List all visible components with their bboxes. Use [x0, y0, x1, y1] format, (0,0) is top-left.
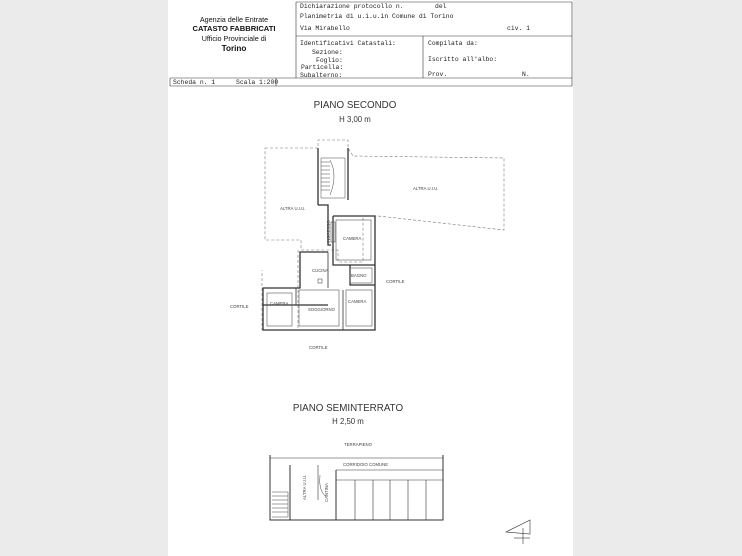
iscritto-label: Iscritto all'albo:	[428, 56, 498, 63]
sezione-label: Sezione:	[312, 49, 343, 56]
particella-label: Particella:	[301, 64, 344, 71]
room-cucina: CUCINA	[312, 268, 329, 273]
subalterno-label: Subalterno:	[300, 72, 343, 79]
civ-label: civ. 1	[507, 25, 531, 32]
room-altra-uiu-right: ALTRA U.I.U.	[413, 186, 439, 191]
room-cantina: CANTINA	[324, 483, 329, 502]
room-bagno: BAGNO	[351, 273, 367, 278]
room-camera-top: CAMERA	[343, 236, 362, 241]
scheda-label: Scheda n. 1	[173, 79, 216, 86]
label-cortile-left: CORTILE	[230, 304, 249, 309]
staircase-upper	[321, 158, 345, 198]
plan-upper-title: PIANO SECONDO	[313, 100, 397, 111]
prov-label: Prov.	[428, 71, 448, 78]
upper-plan-outline	[262, 140, 504, 330]
agency-name: Agenzia delle Entrate	[199, 15, 269, 24]
scala-label: Scala 1:200	[236, 79, 279, 86]
identificativi-label: Identificativi Catastali:	[300, 40, 396, 47]
plan-lower-height: H 2,50 m	[332, 417, 364, 426]
province-name: Torino	[221, 44, 247, 53]
dichiarazione-label: Dichiarazione protocollo n.	[300, 3, 404, 10]
address-label: Via Mirabello	[300, 25, 350, 32]
label-terrapieno: TERRAPIENO	[344, 442, 372, 447]
plan-upper-height: H 3,00 m	[339, 115, 371, 124]
cadastral-sheet	[168, 0, 573, 556]
floor-plans	[168, 0, 573, 556]
room-camera-right: CAMERA	[348, 299, 367, 304]
planimetria-label: Planimetria di u.i.u.in Comune di Torino	[300, 13, 454, 20]
label-cortile-right: CORTILE	[386, 279, 405, 284]
foglio-label: Foglio:	[316, 57, 343, 64]
catasto-title: CATASTO FABBRICATI	[192, 24, 276, 33]
room-ingresso: INGRESSO	[326, 220, 331, 243]
plan-lower-title: PIANO SEMINTERRATO	[292, 403, 404, 414]
n-label: N.	[522, 71, 530, 78]
room-corridoio: CORRIDOIO COMUNE	[343, 462, 389, 467]
label-cortile-bottom: CORTILE	[309, 345, 328, 350]
room-altra-uiu-lower: ALTRA U.I.U.	[302, 474, 307, 500]
room-camera-left: CAMERA	[270, 301, 289, 306]
ufficio-label: Ufficio Provinciale di	[201, 34, 267, 43]
room-altra-uiu-left: ALTRA U.I.U.	[280, 206, 306, 211]
compilata-label: Compilata da:	[428, 40, 478, 47]
room-soggiorno: SOGGIORNO	[308, 307, 335, 312]
del-label: del	[435, 3, 447, 10]
north-arrow-icon	[506, 520, 530, 544]
